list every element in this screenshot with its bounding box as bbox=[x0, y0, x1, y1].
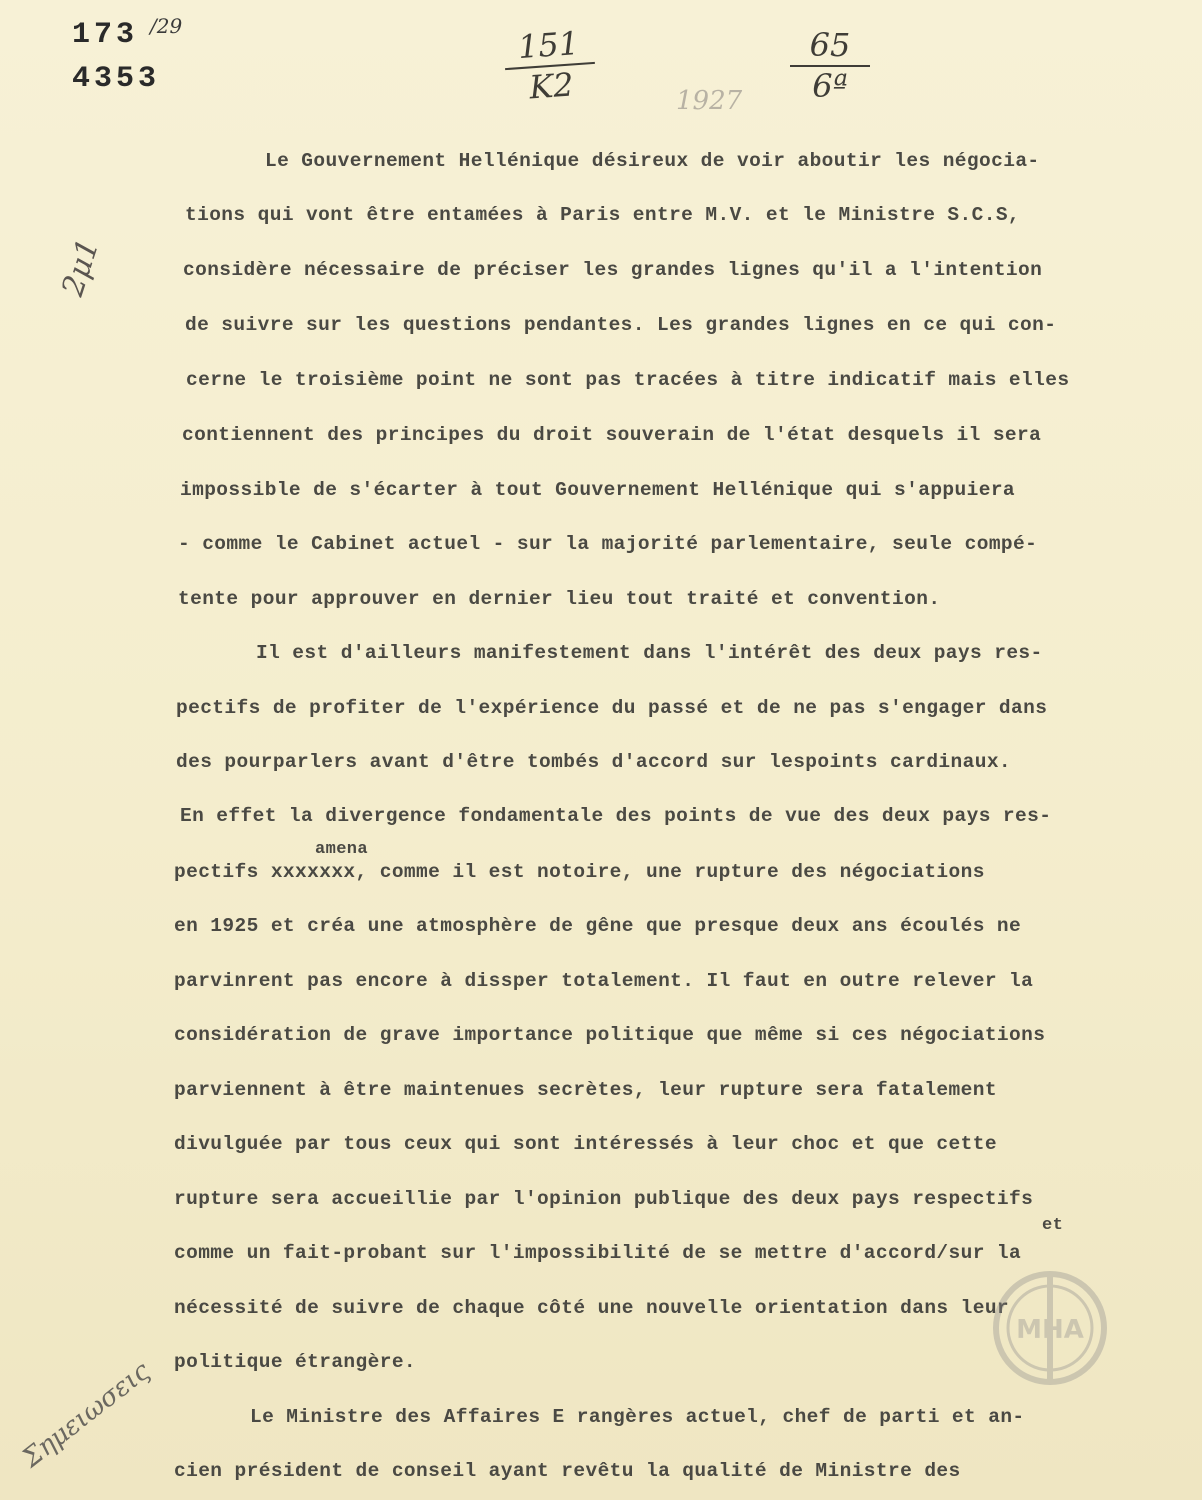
body-line: Le Gouvernement Hellénique désireux de voir aboutir les négocia- bbox=[265, 150, 1040, 172]
body-line: en 1925 et créa une atmosphère de gêne que presque deux ans écoulés ne bbox=[174, 915, 1022, 937]
body-line: rupture sera accueillie par l'opinion publique des deux pays respectifs bbox=[174, 1188, 1034, 1210]
margin-note: 2μ1 bbox=[55, 234, 107, 301]
registration-suffix: /29 bbox=[150, 14, 183, 38]
body-line: comme un fait-probant sur l'impossibilité de se mettre d'accord/sur la bbox=[174, 1242, 1022, 1264]
body-line: des pourparlers avant d'être tombés d'accord sur lespoints cardinaux. bbox=[176, 751, 1012, 773]
body-line: - comme le Cabinet actuel - sur la majorité parlementaire, seule compé- bbox=[178, 533, 1038, 555]
body-line: parvinrent pas encore à dissper totalement. Il faut en outre relever la bbox=[174, 970, 1034, 992]
watermark-label: ΜΗΑ bbox=[1016, 1315, 1084, 1345]
body-line: considère nécessaire de préciser les grandes lignes qu'il a l'intention bbox=[183, 259, 1043, 281]
body-line: tions qui vont être entamées à Paris entre M.V. et le Ministre S.C.S, bbox=[185, 204, 1021, 226]
body-line: parviennent à être maintenues secrètes, leur rupture sera fatalement bbox=[174, 1079, 997, 1101]
registration-number-1: 173 bbox=[72, 18, 139, 52]
body-line: En effet la divergence fondamentale des points de vue des deux pays res- bbox=[180, 805, 1052, 827]
body-line: Il est d'ailleurs manifestement dans l'intérêt des deux pays res- bbox=[256, 642, 1043, 664]
interlinear-correction: et bbox=[1042, 1216, 1064, 1235]
handwritten-signature: Σημειωσεις bbox=[16, 1356, 156, 1474]
handwritten-year: 1927 bbox=[676, 86, 743, 116]
handwritten-fraction-1: 151 K2 bbox=[502, 25, 597, 107]
body-line: de suivre sur les questions pendantes. Les grandes lignes en ce qui con- bbox=[185, 314, 1057, 336]
body-line: nécessité de suivre de chaque côté une nouvelle orientation dans leur bbox=[174, 1297, 1010, 1319]
body-line: cien président de conseil ayant revêtu la qualité de Ministre des bbox=[174, 1460, 961, 1482]
body-line: considération de grave importance politique que même si ces négociations bbox=[174, 1024, 1046, 1046]
body-line: politique étrangère. bbox=[174, 1351, 417, 1373]
body-line: impossible de s'écarter à tout Gouvernement Hellénique qui s'appuiera bbox=[180, 479, 1016, 501]
archive-watermark-icon bbox=[990, 1268, 1110, 1388]
handwritten-fraction-2: 65 6ª bbox=[790, 28, 870, 104]
interlinear-correction: amena bbox=[315, 840, 369, 859]
body-line: contiennent des principes du droit souverain de l'état desquels il sera bbox=[182, 424, 1042, 446]
body-line: Le Ministre des Affaires E rangères actuel, chef de parti et an- bbox=[250, 1406, 1025, 1428]
body-line: divulguée par tous ceux qui sont intéressés à leur choc et que cette bbox=[174, 1133, 997, 1155]
body-line: pectifs de profiter de l'expérience du passé et de ne pas s'engager dans bbox=[176, 697, 1048, 719]
body-line: cerne le troisième point ne sont pas tracées à titre indicatif mais elles bbox=[186, 369, 1070, 391]
body-line: tente pour approuver en dernier lieu tout traité et convention. bbox=[178, 588, 941, 610]
body-line: pectifs xxxxxxx, comme il est notoire, une rupture des négociations bbox=[174, 861, 985, 883]
registration-number-2: 4353 bbox=[72, 62, 161, 96]
